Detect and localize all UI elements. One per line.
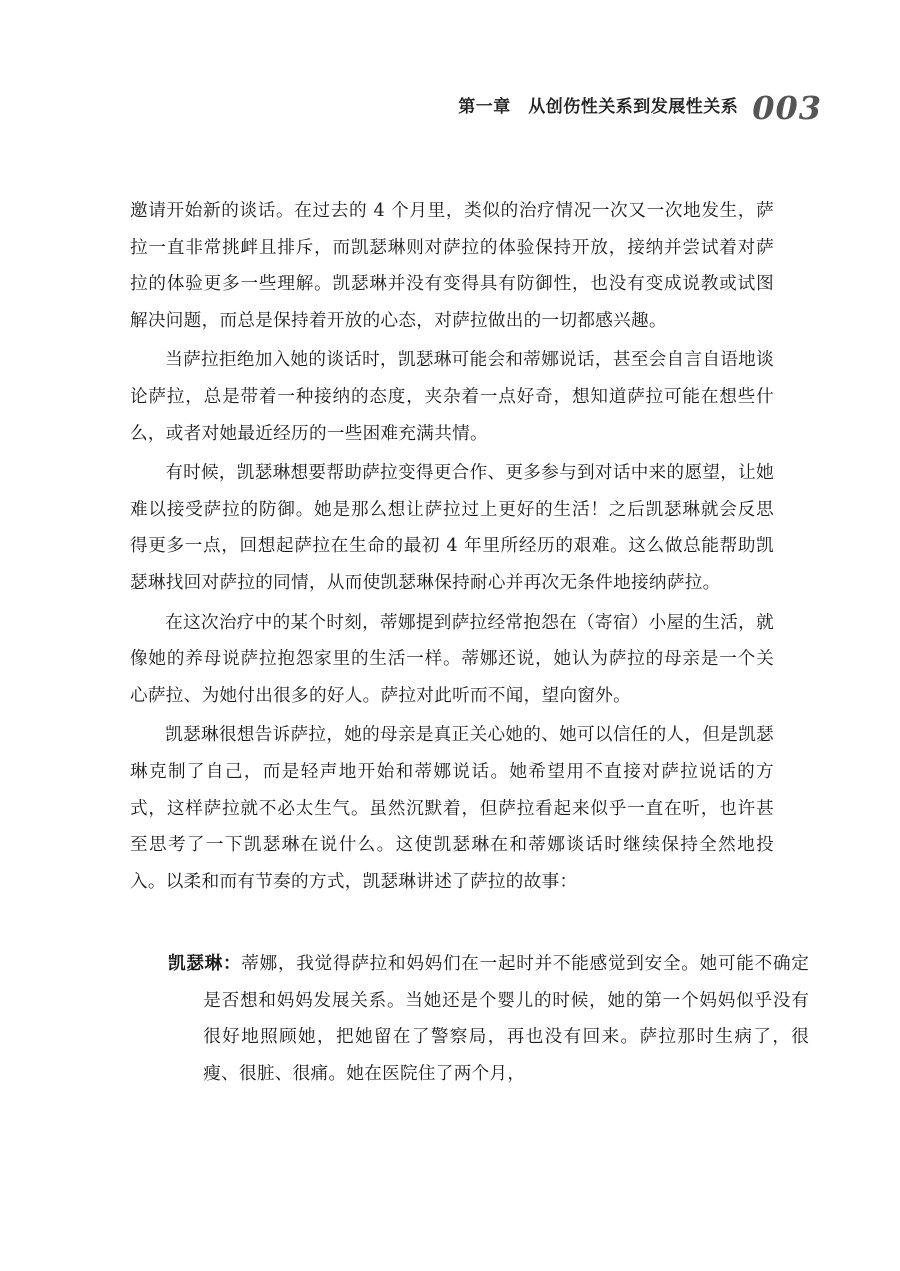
paragraph-1: 邀请开始新的谈话。在过去的 4 个月里，类似的治疗情况一次又一次地发生，萨拉一直非常挑衅且排斥，而凯瑟琳则对萨拉的体验保持开放，接纳并尝试着对萨拉的体验更多一些理解。凯瑟琳并没有变得具有防御性，也没有变成说教或试图解决问题，而总是保持着开放的心态，对萨拉做出的一切都感兴趣。 xyxy=(130,201,774,331)
running-header xyxy=(458,84,822,127)
dialogue-speaker: 凯瑟琳： xyxy=(168,954,242,975)
paragraph-3: 有时候，凯瑟琳想要帮助萨拉变得更合作、更多参与到对话中来的愿望，让她难以接受萨拉的防御。她是那么想让萨拉过上更好的生活！之后凯瑟琳就会反思得更多一点，回想起萨拉在生命的最初 4 年里所经历的艰难。这么做总能帮助凯瑟琳找回对萨拉的同情，从而使凯瑟琳保持耐心并再次无条件地接纳萨拉。 xyxy=(130,463,774,593)
dialogue-block xyxy=(168,946,809,1092)
body-text xyxy=(130,193,810,1093)
paragraph-4: 在这次治疗中的某个时刻，蒂娜提到萨拉经常抱怨在（寄宿）小屋的生活，就像她的养母说萨拉抱怨家里的生活一样。蒂娜还说，她认为萨拉的母亲是一个关心萨拉、为她付出很多的好人。萨拉对此听而不闻，望向窗外。 xyxy=(130,612,774,706)
chapter-title: 第一章 从创伤性关系到发展性关系 xyxy=(458,97,739,117)
paragraph-5: 凯瑟琳很想告诉萨拉，她的母亲是真正关心她的、她可以信任的人，但是凯瑟琳克制了自己，而是轻声地开始和蒂娜说话。她希望用不直接对萨拉说话的方式，这样萨拉就不必太生气。虽然沉默着，但萨拉看起来似乎一直在听，也许甚至思考了一下凯瑟琳在说什么。这使凯瑟琳在和蒂娜谈话时继续保持全然地投入。以柔和而有节奏的方式，凯瑟琳讲述了萨拉的故事： xyxy=(130,725,774,892)
dialogue-text: 蒂娜，我觉得萨拉和妈妈们在一起时并不能感觉到安全。她可能不确定是否想和妈妈发展关系。当她还是个婴儿的时候，她的第一个妈妈似乎没有很好地照顾她，把她留在了警察局，再也没有回来。萨拉那时生病了，很瘦、很脏、很痛。她在医院住了两个月， xyxy=(203,954,810,1085)
paragraph-2: 当萨拉拒绝加入她的谈话时，凯瑟琳可能会和蒂娜说话，甚至会自言自语地谈论萨拉，总是带着一种接纳的态度，夹杂着一点好奇，想知道萨拉可能在想些什么，或者对她最近经历的一些困难充满共情。 xyxy=(130,350,774,444)
page-number: 003 xyxy=(752,89,822,127)
